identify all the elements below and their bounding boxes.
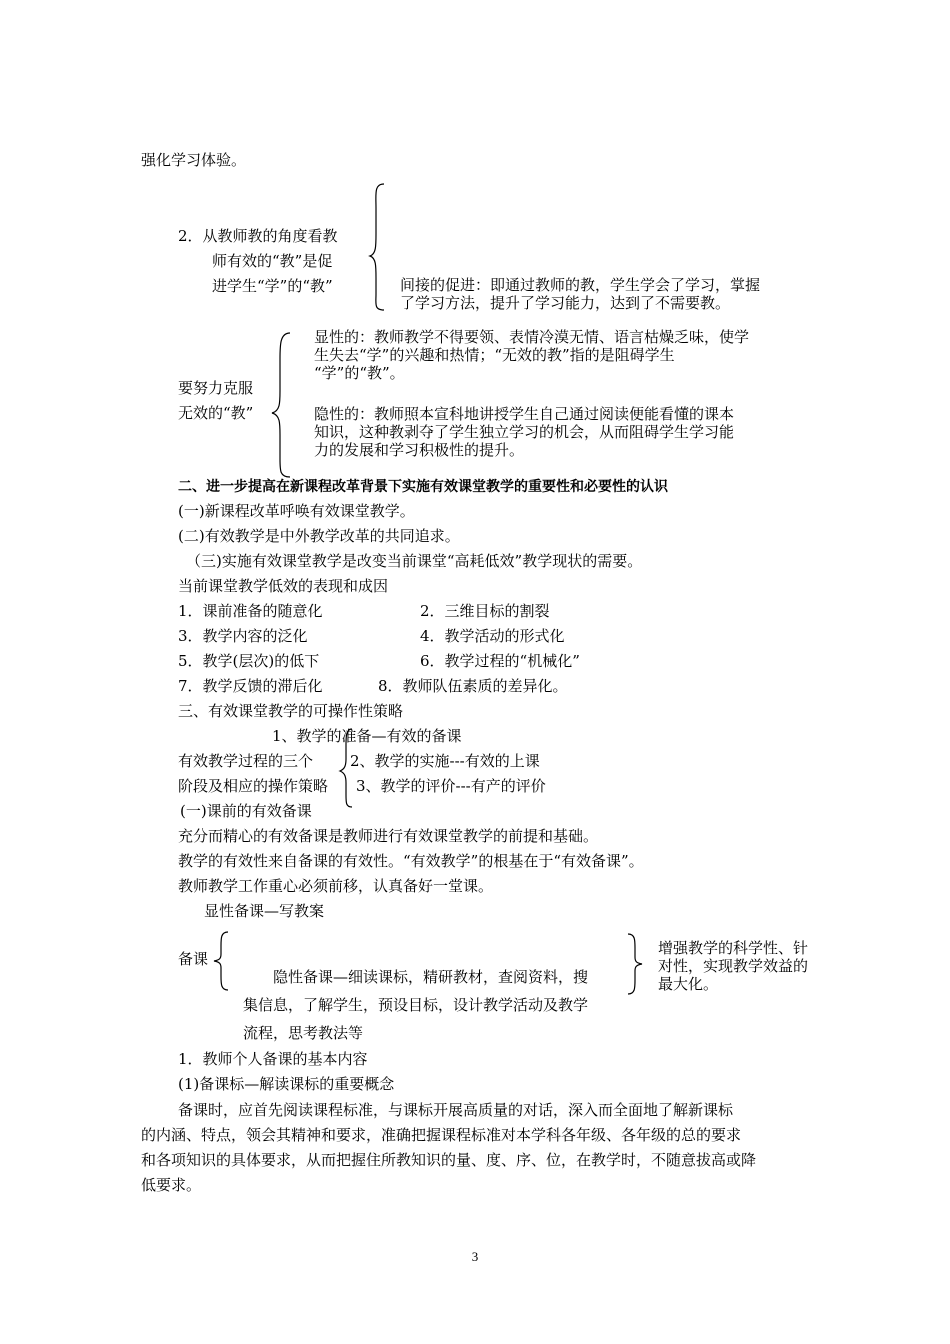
overcome-left-brace	[270, 331, 296, 479]
prep-label: 备课	[178, 950, 209, 968]
cause-8: 8．教师队伍素质的差异化。	[378, 677, 568, 695]
part2-heading: 二、进一步提高在新课程改革背景下实施有效课堂教学的重要性和必要性的认识	[178, 479, 668, 495]
sec2-left-brace	[368, 182, 390, 312]
sec2-line-2: 进学生“学”的“教”	[212, 277, 333, 295]
cause-6: 6．教学过程的“机械化”	[420, 652, 580, 670]
prep-result-2: 对性，实现教学效益的	[658, 957, 809, 975]
cause-4: 4．教学活动的形式化	[420, 627, 565, 645]
implicit-line-1: 隐性的：教师照本宣科地讲授学生自己通过阅读便能看懂的课本	[314, 405, 735, 423]
page-number: 3	[471, 1249, 479, 1264]
part3-sub1: (一)课前的有效备课	[180, 802, 312, 820]
personal-heading: 1．教师个人备课的基本内容	[178, 1050, 368, 1068]
sec2-line-1: 师有效的“教”是促	[212, 252, 333, 270]
stage-3: 3、教学的评价---有产的评价	[356, 777, 546, 795]
implicit-line-2: 知识，这种教剥夺了学生独立学习的机会，从而阻碍学生学习能	[314, 423, 735, 441]
overcome-label-2: 无效的“教”	[178, 404, 254, 422]
top-line: 强化学习体验。	[141, 151, 247, 169]
personal-body-1: 备课时，应首先阅读课程标准，与课标开展高质量的对话，深入而全面地了解新课标	[178, 1101, 734, 1119]
cause-1: 1．课前准备的随意化	[178, 602, 323, 620]
explicit-line-1: 显性的：教师教学不得要领、表情冷漠无情、语言枯燥乏味，使学	[314, 328, 750, 346]
part3-left-2: 阶段及相应的操作策略	[178, 777, 329, 795]
prep-implicit-3: 流程，思考教法等	[243, 1024, 364, 1042]
stage-1: 1、教学的准备—有效的备课	[272, 727, 462, 745]
prep-implicit-1: 隐性备课—细读课标，精研教材，查阅资料，搜	[273, 968, 589, 986]
prep-left-brace	[212, 930, 232, 992]
indirect-line-1: 间接的促进：即通过教师的教，学生学会了学习，掌握	[400, 276, 761, 294]
prep-result-1: 增强教学的科学性、针	[658, 939, 809, 957]
prep-right-brace	[626, 932, 646, 996]
part3-para-3: 教师教学工作重心必须前移，认真备好一堂课。	[178, 877, 494, 895]
part2-item-1: (一)新课程改革呼唤有效课堂教学。	[178, 502, 415, 520]
part2-item-3: （三)实施有效课堂教学是改变当前课堂“高耗低效”教学现状的需要。	[186, 552, 643, 570]
implicit-line-3: 力的发展和学习积极性的提升。	[314, 441, 525, 459]
indirect-line-2: 了学习方法，提升了学习能力，达到了不需要教。	[400, 294, 731, 312]
cause-2: 2．三维目标的割裂	[420, 602, 550, 620]
cause-5: 5．教学(层次)的低下	[178, 652, 320, 670]
prep-result-3: 最大化。	[658, 975, 719, 993]
sec2-title: 2．从教师教的角度看教	[178, 227, 338, 245]
personal-body-2: 的内涵、特点，领会其精神和要求，准确把握课程标准对本学科各年级、各年级的总的要求	[141, 1126, 742, 1144]
prep-implicit-2: 集信息，了解学生，预设目标，设计教学活动及教学	[243, 996, 589, 1014]
part3-heading: 三、有效课堂教学的可操作性策略	[178, 702, 404, 720]
explicit-line-2: 生失去“学”的兴趣和热情；“无效的教”指的是阻碍学生	[314, 346, 675, 364]
part2-item-2: (二)有效教学是中外教学改革的共同追求。	[178, 527, 460, 545]
part3-para-1: 充分而精心的有效备课是教师进行有效课堂教学的前提和基础。	[178, 827, 599, 845]
part2-sub: 当前课堂教学低效的表现和成因	[178, 577, 389, 595]
personal-sub: (1)备课标—解读课标的重要概念	[178, 1075, 395, 1093]
stage-2: 2、教学的实施---有效的上课	[350, 752, 540, 770]
prep-explicit: 显性备课—写教案	[204, 902, 325, 920]
part3-left-1: 有效教学过程的三个	[178, 752, 314, 770]
cause-7: 7．教学反馈的滞后化	[178, 677, 323, 695]
part3-para-2: 教学的有效性来自备课的有效性。“有效教学”的根基在于“有效备课”。	[178, 852, 644, 870]
overcome-label-1: 要努力克服	[178, 379, 254, 397]
explicit-line-3: “学”的“教”。	[314, 364, 405, 382]
cause-3: 3．教学内容的泛化	[178, 627, 308, 645]
personal-body-3: 和各项知识的具体要求，从而把握住所教知识的量、度、序、位，在教学时，不随意拔高或降	[141, 1151, 757, 1169]
personal-body-4: 低要求。	[141, 1176, 202, 1194]
